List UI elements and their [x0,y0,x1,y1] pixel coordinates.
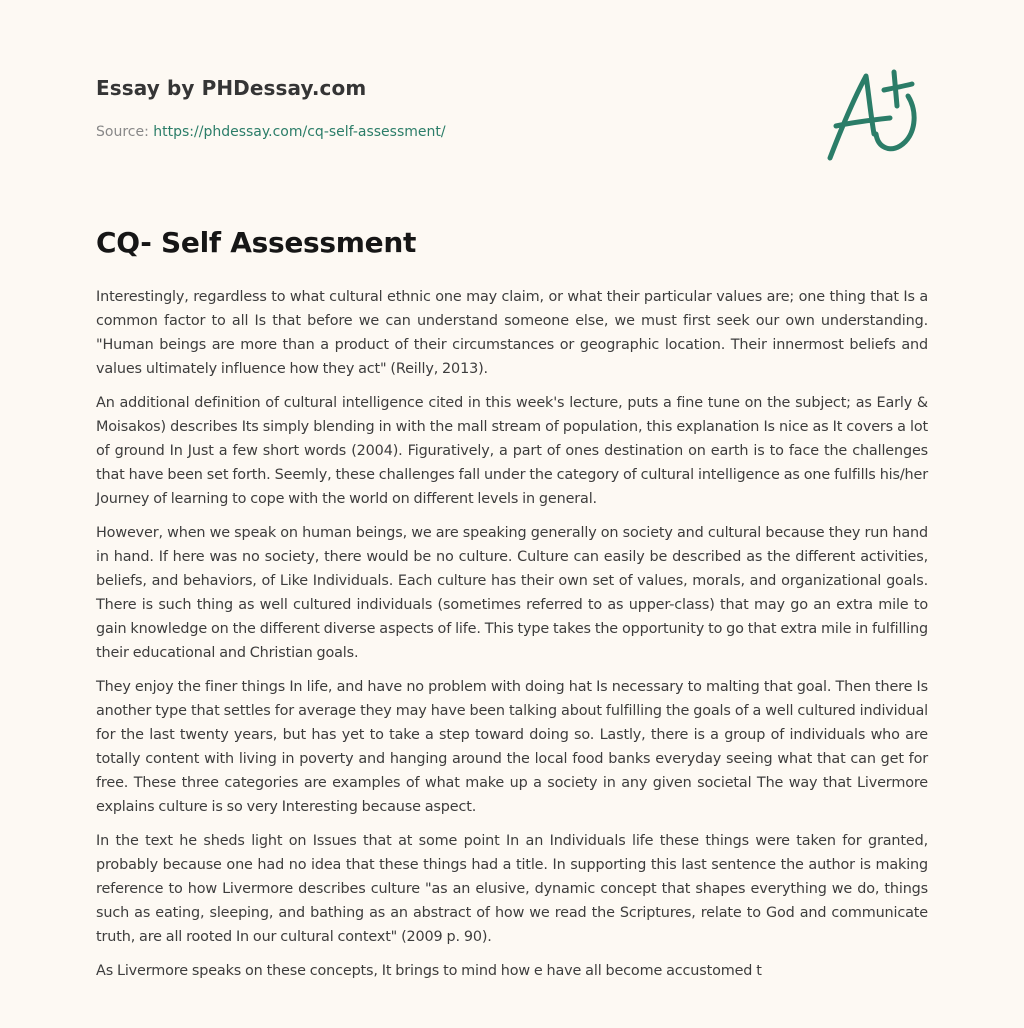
essay-body [96,285,928,993]
paragraph: However, when we speak on human beings, we are speaking generally on society and cultural because they run hand in hand. If here was no society, there would be no culture. Culture can easily be described as the different activities, beliefs, and behaviors, of Like Individuals. Each culture has their own set of values, morals, and organizational goals. There is such thing as well cultured individuals (sometimes referred to as upper-class) that may go an extra mile to gain knowledge on the different diverse aspects of life. This type takes the opportunity to go that extra mile in fulfilling their educational and Christian goals. [96,525,928,661]
paragraph: They enjoy the finer things In life, and have no problem with doing hat Is necessary to malting that goal. Then there Is another type that settles for average they may have been talking about fulfilling the goals of a well cultured individual for the last twenty years, but has yet to take a step toward doing so. Lastly, there is a group of individuals who are totally content with living in poverty and hanging around the local food banks everyday seeing what that can get for free. These three categories are examples of what make up a society in any given societal The way that Livermore explains culture is so very Interesting because aspect. [96,679,928,815]
source-line [96,124,446,140]
page-header [96,76,936,140]
paragraph: In the text he sheds light on Issues that at some point In an Individuals life these things were taken for granted, probably because one had no idea that these things had a title. In supporting this last sentence the author is making reference to how Livermore describes culture "as an elusive, dynamic concept that shapes everything we do, things such as eating, sleeping, and bathing as an abstract of how we read the Scriptures, relate to God and communicate truth, are all rooted In our cultural context" (2009 p. 90). [96,833,928,945]
source-label: Source: [96,124,149,140]
paragraph: As Livermore speaks on these concepts, It brings to mind how e have all become accustomed t [96,963,762,979]
paragraph: An additional definition of cultural intelligence cited in this week's lecture, puts a fine tune on the subject; as Early & Moisakos) describes Its simply blending in with the mall stream of population, this explanation Is nice as It covers a lot of ground In Just a few short words (2004). Figuratively, a part of ones destination on earth is to face the challenges that have been set forth. Seemly, these challenges fall under the category of cultural intelligence as one fulfills his/her Journey of learning to cope with the world on different levels in general. [96,395,928,507]
a-plus-grade-icon [820,62,932,166]
paragraph: Interestingly, regardless to what cultural ethnic one may claim, or what their particular values are; one thing that Is a common factor to all Is that before we can understand someone else, we must first seek our own understanding. "Human beings are more than a product of their circumstances or geographic location. Their innermost beliefs and values ultimately influence how they act" (Reilly, 2013). [96,289,928,377]
source-link[interactable]: https://phdessay.com/cq-self-assessment/ [153,124,446,140]
site-title: Essay by PHDessay.com [96,76,367,100]
document-title: CQ- Self Assessment [96,226,417,259]
